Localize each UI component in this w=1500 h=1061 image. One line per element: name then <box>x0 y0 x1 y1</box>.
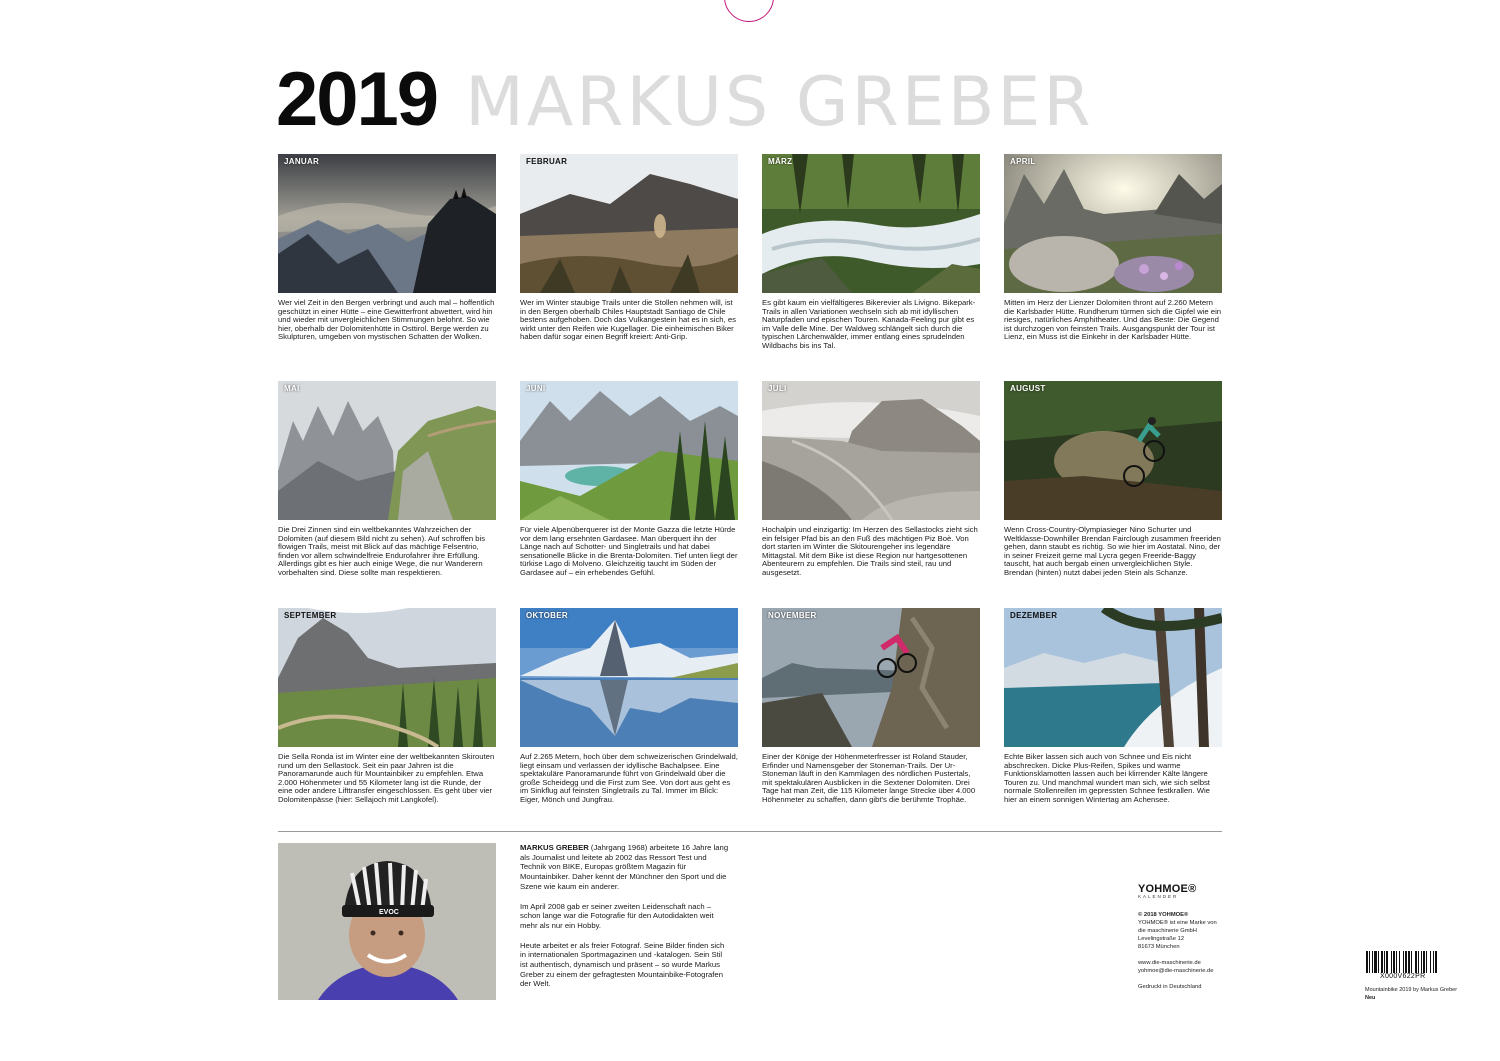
month-label-juni: JUNI <box>526 384 546 393</box>
month-februar <box>520 154 738 342</box>
photo-juni <box>520 381 738 520</box>
month-dezember <box>1004 608 1222 804</box>
barcode-bar <box>1396 951 1397 973</box>
barcode-bar <box>1426 951 1427 973</box>
beanie-text: EVOC <box>379 909 399 916</box>
barcode-bar <box>1421 951 1422 973</box>
month-maerz <box>762 154 980 350</box>
month-text-september: Die Sella Ronda ist im Winter eine der weltbekannten Skirouten rund um den Sellastock. Seit ein paar Jahren ist die Panoramarunde auch für Mountainbiker zu empfehlen. Etwa 2.000 Höhenmeter und 55 Kilometer lang ist die Runde, der eine oder andere Lifttransfer eingeschlossen. Es geht über vier Dolomitenpässe (hier: Sellajoch mit Langkofel). <box>278 752 495 804</box>
publisher-logo-sub: KALENDER <box>1138 894 1179 899</box>
hanger-hole <box>724 0 774 22</box>
bio-paragraph-3: Heute arbeitet er als freier Fotograf. Seine Bilder finden sich in internationalen Sportmagazinen und -katalogen. Sein Stil ist authentisch, dynamisch und präsent – so wurde Markus Greber zu einem der gefragtesten Mountainbike-Fotografen der Welt. <box>520 940 725 989</box>
barcode-bar <box>1369 951 1370 973</box>
photographer-bio <box>520 843 730 999</box>
title-artist: MARKUS GREBER <box>465 63 1094 142</box>
barcode-bar <box>1393 951 1395 973</box>
month-label-februar: FEBRUAR <box>526 157 568 166</box>
photo-november <box>762 608 980 747</box>
month-juli <box>762 381 980 577</box>
barcode-bar <box>1372 951 1373 973</box>
month-mai <box>278 381 496 577</box>
month-august <box>1004 381 1222 577</box>
bio-paragraph-1: MARKUS GREBER (Jahrgang 1968) arbeitete 16 Jahre lang als Journalist und leitete ab 2002 das Ressort Test und Technik von BIKE, Europas größtem Magazin für Mountainbiker. Daher kennt der Münchner den Sport und die Szene wie kaum ein anderer. <box>520 843 729 891</box>
bio-name: MARKUS GREBER <box>520 843 589 852</box>
publisher-email[interactable]: yohmoe@die-maschinerie.de <box>1138 968 1214 974</box>
barcode-bar <box>1405 951 1407 973</box>
barcode-bar <box>1415 951 1417 973</box>
barcode-bar <box>1435 951 1437 973</box>
title-year: 2019 <box>276 57 438 142</box>
barcode <box>1366 951 1466 973</box>
photo-juli <box>762 381 980 520</box>
month-label-mai: MAI <box>284 384 300 393</box>
photo-august <box>1004 381 1222 520</box>
month-label-maerz: MÄRZ <box>768 157 793 166</box>
month-text-mai: Die Drei Zinnen sind ein weltbekanntes Wahrzeichen der Dolomiten (auf diesem Bild nicht zu sehen). Auf schroffen bis flowigen Trails, meist mit Blick auf das mächtige Felsentrio, finden vor allem schwindelfreie Endurofahrer ihre Erfüllung. Allerdings gibt es hier auch einige Wege, die nur Wanderern vorbehalten sind. Diese sollte man respektieren. <box>278 525 486 577</box>
month-label-september: SEPTEMBER <box>284 611 337 620</box>
photo-mai <box>278 381 496 520</box>
month-november <box>762 608 980 804</box>
publisher-block <box>1138 883 1238 991</box>
bio-paragraph-2: Im April 2008 gab er seiner zweiten Leidenschaft nach – schon lange war die Fotografie für den Autodidakten weit mehr als nur ein Hobby. <box>520 901 714 930</box>
barcode-bar <box>1403 951 1404 973</box>
month-label-januar: JANUAR <box>284 157 320 166</box>
month-text-maerz: Es gibt kaum ein vielfältigeres Bikerevier als Livigno. Bikepark-Trails in allen Variationen wechseln sich ab mit idyllischen Naturpfaden und epischen Touren. Kanada-Feeling pur gibt es im Valle delle Mine. Der Waldweg schlängelt sich durch die typischen Lärchenwälder, immer entlang eines sprudelnden Wildbachs bis ins Tal. <box>762 298 976 350</box>
month-label-oktober: OKTOBER <box>526 611 568 620</box>
month-text-november: Einer der Könige der Höhenmeterfresser ist Roland Stauder, Erfinder und Namensgeber der Stoneman-Trails. Der Ur-Stoneman läuft in den Kammlagen des nördlichen Pustertals, mit spektakulären Ausblicken in die Sextener Dolomiten. Drei Tage hat man Zeit, die 115 Kilometer lange Strecke über 4.000 Höhenmeter zu schaffen, dann gibt's die berühmte Trophäe. <box>762 752 976 804</box>
month-label-april: APRIL <box>1010 157 1036 166</box>
month-label-august: AUGUST <box>1010 384 1046 393</box>
photo-april <box>1004 154 1222 293</box>
barcode-number: X000V622PR <box>1380 973 1426 980</box>
barcode-bar <box>1366 951 1368 973</box>
barcode-bar <box>1386 951 1388 973</box>
divider-line <box>278 831 1222 832</box>
barcode-bar <box>1381 951 1383 973</box>
barcode-bar <box>1433 951 1434 973</box>
month-text-dezember: Echte Biker lassen sich auch von Schnee und Eis nicht abschrecken. Dicke Plus-Reifen, Spikes und warme Funktionsklamotten lassen auch bei klirrender Kälte längere Touren zu. Und manchmal wundert man sich, wie sich selbst normale Stollenreifen im gepressten Schnee festkrallen. Wie hier an einem sonnigen Wintertag am Achensee. <box>1004 752 1210 804</box>
publisher-web[interactable]: www.die-maschinerie.de <box>1138 960 1201 966</box>
barcode-bar <box>1391 951 1392 973</box>
photo-september <box>278 608 496 747</box>
publisher-info: © 2018 YOHMOE® YOHMOE® ist eine Marke von die maschinerie GmbH Levelingstraße 12 81673 München www.die-maschinerie.de yohmoe@die-maschinerie.de Gedruckt in Deutschland <box>1138 911 1238 991</box>
photo-januar <box>278 154 496 293</box>
publisher-logo: YOHMOE® <box>1138 883 1197 895</box>
barcode-bar <box>1408 951 1410 973</box>
photo-maerz <box>762 154 980 293</box>
barcode-bar <box>1418 951 1419 973</box>
month-juni <box>520 381 738 577</box>
month-label-dezember: DEZEMBER <box>1010 611 1058 620</box>
barcode-bar <box>1378 951 1379 973</box>
barcode-caption: Mountainbike 2019 by Markus Greber Neu <box>1365 987 1458 1001</box>
barcode-bar <box>1430 951 1431 973</box>
month-september <box>278 608 496 804</box>
photo-dezember <box>1004 608 1222 747</box>
month-text-februar: Wer im Winter staubige Trails unter die Stollen nehmen will, ist in den Bergen oberhalb Chiles Hauptstadt Santiago de Chile bestens aufgehoben. Doch das Vulkangestein hat es in sich, es wirkt unter den Reifen wie Kugellager. Die einheimischen Biker haben dafür sogar einen Begriff kreiert: Anti-Grip. <box>520 298 736 341</box>
month-text-august: Wenn Cross-Country-Olympiasieger Nino Schurter und Weltklasse-Downhiller Brendan Fairclough zusammen freeriden gehen, dann staubt es richtig. So wie hier im Aostatal. Nino, der in seiner Freizeit gerne mal Lycra gegen Freeride-Baggy tauscht, hat auch bergab einen unvergleichlichen Style. Brendan (hinten) nutzt dabei jeden Stein als Schanze. <box>1004 525 1221 577</box>
month-label-juli: JULI <box>768 384 787 393</box>
barcode-bar <box>1374 951 1377 973</box>
calendar-title <box>276 57 1094 142</box>
barcode-bar <box>1423 951 1425 973</box>
printed-in: Gedruckt in Deutschland <box>1138 984 1202 990</box>
month-januar <box>278 154 496 342</box>
photo-februar <box>520 154 738 293</box>
month-april <box>1004 154 1222 342</box>
barcode-bar <box>1399 951 1400 973</box>
month-text-juni: Für viele Alpenüberquerer ist der Monte Gazza die letzte Hürde vor dem lang ersehnten Gardasee. Man überquert ihn der Länge nach auf Schotter- und Singletrails und hat dabei sensationelle Blicke in die Brenta-Dolomiten. Tief unten liegt der türkise Lago di Molveno. Gleichzeitig taucht im Süden der Gardasee auf – ein erhebendes Gefühl. <box>520 525 738 577</box>
photo-oktober <box>520 608 738 747</box>
month-label-november: NOVEMBER <box>768 611 817 620</box>
month-oktober <box>520 608 738 804</box>
month-text-januar: Wer viel Zeit in den Bergen verbringt und auch mal – hoffentlich geschützt in einer Hütte – eine Gewitterfront abwettert, wird hin und wieder mit unvergleichlichen Stimmungen belohnt. So wie hier, oberhalb der Dolomitenhütte in Osttirol. Berge werden zu Skulpturen, umgeben von mystischen Schatten der Wolken. <box>278 298 495 341</box>
month-text-oktober: Auf 2.265 Metern, hoch über dem schweizerischen Grindelwald, liegt einsam und verlassen der idyllische Bachalpsee. Eine spektakuläre Panoramarunde führt von Grindelwald über die große Scheidegg und die First zum See. Von dort aus geht es im Sinkflug auf feinsten Singletrails zu Tal. Immer im Blick: Eiger, Mönch und Jungfrau. <box>520 752 738 804</box>
photographer-portrait <box>278 843 496 1000</box>
barcode-bar <box>1411 951 1412 973</box>
month-text-juli: Hochalpin und einzigartig: Im Herzen des Sellastocks zieht sich ein felsiger Pfad bis an den Fuß des mächtigen Piz Boè. Von dort starten im Winter die Skitourengeher ins legendäre Mittagstal. Mit dem Bike ist diese Region nur hartgesottenen Abenteurern zu empfehlen. Die Trails sind steil, rau und ausgesetzt. <box>762 525 978 577</box>
month-text-april: Mitten im Herz der Lienzer Dolomiten thront auf 2.260 Metern die Karlsbader Hütte. Rundherum türmen sich die Gipfel wie ein riesiges, natürliches Amphitheater. Und das Beste: Die Gegend ist durchzogen von feinsten Trails. Ausgangspunkt der Tour ist Lienz, ein Muss ist die Einkehr in der Karlsbader Hütte. <box>1004 298 1222 341</box>
barcode-bar <box>1384 951 1385 973</box>
